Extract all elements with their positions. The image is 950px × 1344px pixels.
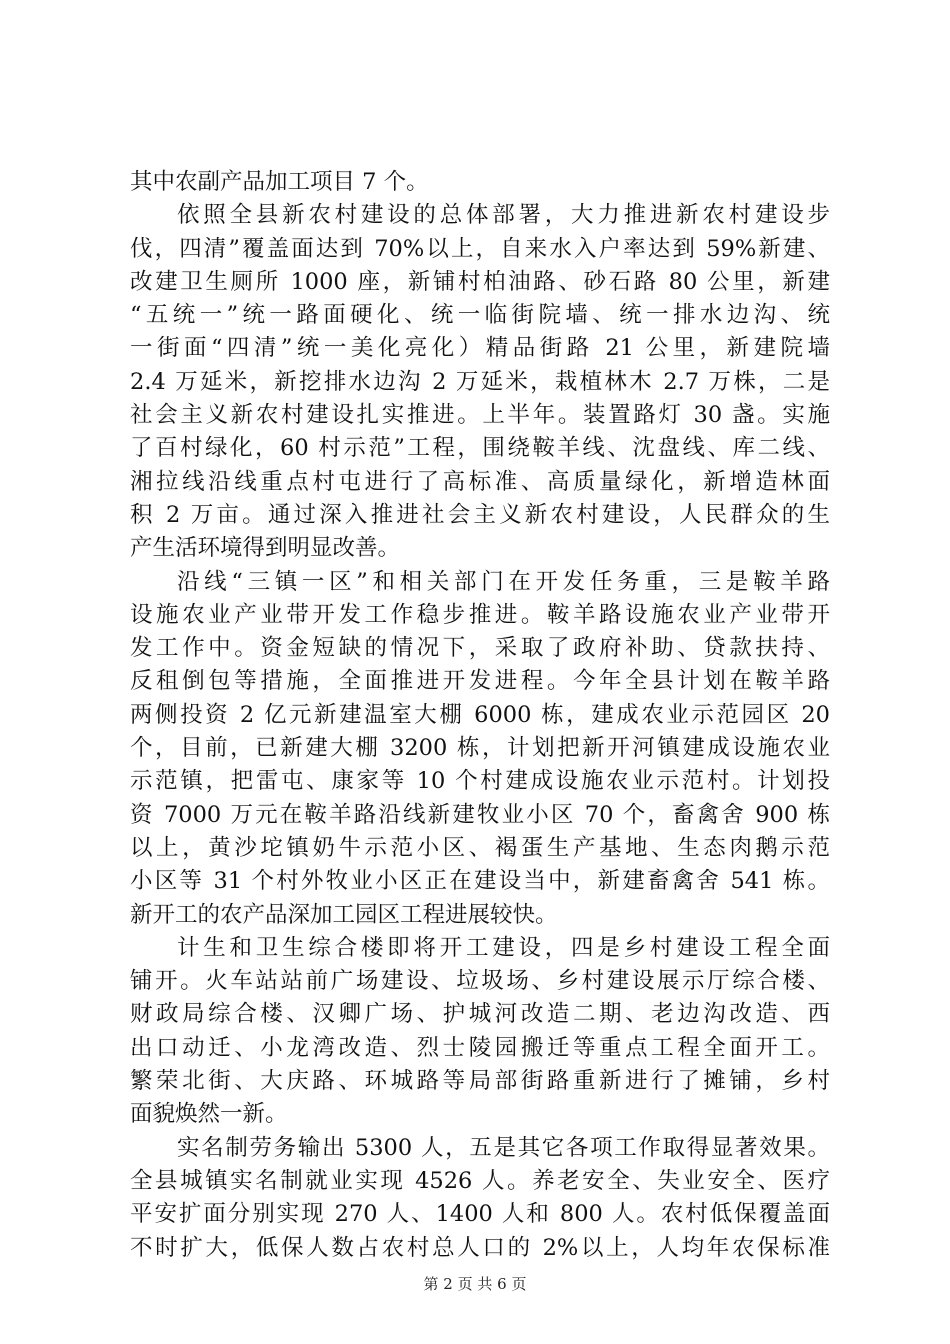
text-line: 个，目前，已新建大棚 3200 栋，计划把新开河镇建成设施农业 (130, 735, 830, 762)
text-line: 平安扩面分别实现 270 人、1400 人和 800 人。农村低保覆盖面 (130, 1201, 830, 1228)
text-line: 出口动迁、小龙湾改造、烈士陵园搬迁等重点工程全面开工。 (130, 1034, 830, 1061)
text-line: 依照全县新农村建设的总体部署，大力推进新农村建设步 (177, 202, 830, 229)
text-line: 产生活环境得到明显改善。 (130, 535, 401, 562)
text-line: 2.4 万延米，新挖排水边沟 2 万延米，栽植林木 2.7 万株，二是 (130, 368, 830, 395)
text-line: 示范镇，把雷屯、康家等 10 个村建成设施农业示范村。计划投 (130, 768, 830, 795)
text-line: 小区等 31 个村外牧业小区正在建设当中，新建畜禽舍 541 栋。 (130, 868, 830, 895)
text-line: 其中农副产品加工项目 7 个。 (130, 169, 429, 195)
text-line: 反租倒包等措施，全面推进开发进程。今年全县计划在鞍羊路 (130, 668, 830, 695)
text-line: 发工作中。资金短缺的情况下，采取了政府补助、贷款扶持、 (130, 635, 830, 662)
text-line: 湘拉线沿线重点村屯进行了高标准、高质量绿化，新增造林面 (130, 468, 830, 495)
document-body (130, 166, 830, 1265)
text-line: 资 7000 万元在鞍羊路沿线新建牧业小区 70 个，畜禽舍 900 栋 (130, 801, 830, 828)
text-line: 积 2 万亩。通过深入推进社会主义新农村建设，人民群众的生 (130, 501, 830, 528)
text-line: 沿线“三镇一区”和相关部门在开发任务重，三是鞍羊路 (177, 568, 830, 595)
text-line: 全县城镇实名制就业实现 4526 人。养老安全、失业安全、医疗 (130, 1167, 830, 1194)
text-line: 以上，黄沙坨镇奶牛示范小区、褐蛋生产基地、生态肉鹅示范 (130, 834, 830, 861)
text-line: 铺开。火车站站前广场建设、垃圾场、乡村建设展示厅综合楼、 (130, 968, 830, 995)
text-line: 了百村绿化，60 村示范”工程，围绕鞍羊线、沈盘线、库二线、 (130, 435, 830, 462)
text-line: 计生和卫生综合楼即将开工建设，四是乡村建设工程全面 (177, 934, 830, 961)
text-line: 一街面“四清”统一美化亮化）精品街路 21 公里，新建院墙 (130, 335, 830, 362)
text-line: 面貌焕然一新。 (130, 1101, 288, 1128)
text-line: 设施农业产业带开发工作稳步推进。鞍羊路设施农业产业带开 (130, 601, 830, 628)
text-line: 繁荣北街、大庆路、环城路等局部街路重新进行了摊铺，乡村 (130, 1068, 830, 1095)
text-line: “五统一”统一路面硬化、统一临街院墙、统一排水边沟、统 (130, 302, 830, 329)
text-line: 两侧投资 2 亿元新建温室大棚 6000 栋，建成农业示范园区 20 (130, 701, 830, 728)
page-footer: 第 2 页 共 6 页 (423, 1275, 527, 1293)
text-line: 社会主义新农村建设扎实推进。上半年。装置路灯 30 盏。实施 (130, 402, 830, 429)
text-line: 财政局综合楼、汉卿广场、护城河改造二期、老边沟改造、西 (130, 1001, 830, 1028)
text-line: 实名制劳务输出 5300 人，五是其它各项工作取得显著效果。 (177, 1134, 830, 1161)
text-line: 不时扩大，低保人数占农村总人口的 2%以上，人均年农保标准 (130, 1234, 830, 1261)
text-line: 伐，四清”覆盖面达到 70%以上，自来水入户率达到 59%新建、 (130, 235, 830, 262)
text-line: 新开工的农产品深加工园区工程进展较快。 (130, 901, 558, 928)
text-line: 改建卫生厕所 1000 座，新铺村柏油路、砂石路 80 公里，新建 (130, 268, 830, 295)
